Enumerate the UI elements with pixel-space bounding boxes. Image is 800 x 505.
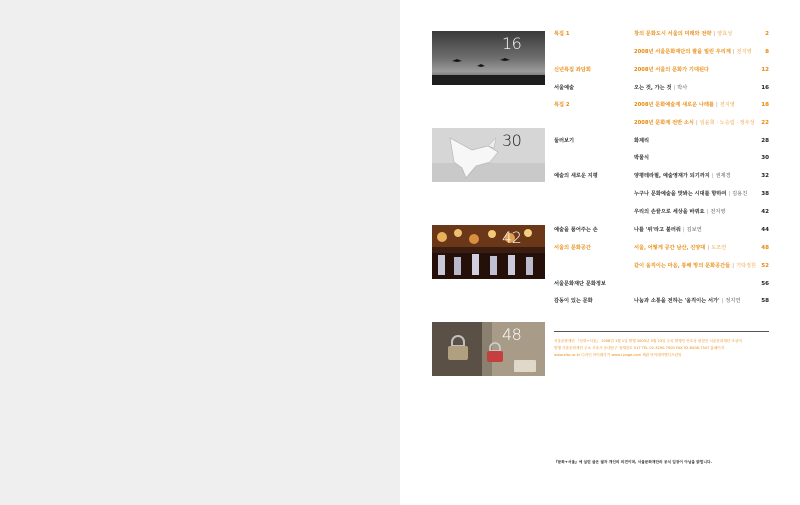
- toc-title: 2008년 문화예술계 새로운 나래를 | 전지영: [634, 102, 735, 108]
- locks-thumbnail: [432, 322, 545, 376]
- toc-title: 나를 '위'라고 불러줘 | 김보연: [634, 227, 702, 233]
- birds-thumbnail: [432, 31, 545, 85]
- toc-section: 특집 1: [554, 31, 570, 37]
- toc-section: 감동이 있는 문화: [554, 298, 593, 304]
- toc-page: 52: [761, 263, 769, 269]
- toc-section: 둘러보기: [554, 138, 575, 144]
- toc-section: 예술을 품어주는 손: [554, 227, 598, 233]
- thumbnail-page-number: 48: [502, 325, 522, 344]
- toc-row[interactable]: [554, 225, 769, 235]
- colophon-line: www.sfac.or.kr 디자인 아이레가기 www.i-page.com 제판 아이레이엔디프린팅: [554, 353, 682, 357]
- colophon: [554, 338, 770, 359]
- paper-bird-photo: [432, 128, 545, 182]
- colophon-line: 서울문화재단 『문화+서울』 2008년 1월 1일 발행 2005년 5월 23일 등록 발행인 안호상 편집인 서울문화재단 조상미: [554, 339, 742, 343]
- toc-page: 18: [761, 102, 769, 108]
- toc-author: 전지영: [736, 49, 752, 55]
- toc-section: 신년특집 좌담회: [554, 67, 591, 73]
- disclaimer-note: 『문화+서울』에 실린 글은 필자 개인의 의견이며, 서울문화재단의 공식 입장이 아님을 밝힙니다.: [554, 460, 712, 464]
- toc-author: 기탁정원: [735, 263, 756, 269]
- toc-row[interactable]: [554, 171, 769, 181]
- toc-row[interactable]: [554, 65, 769, 75]
- toc-row[interactable]: [554, 189, 769, 199]
- thumbnail-page-number: 30: [502, 131, 522, 150]
- toc-title: 2008년 서울의 문화가 기대된다: [634, 67, 709, 73]
- lanterns-thumbnail: [432, 225, 545, 279]
- toc-row[interactable]: [554, 29, 769, 39]
- toc-page: 16: [761, 85, 769, 91]
- birds-photo: [432, 31, 545, 85]
- toc-section: 예술의 새로운 지평: [554, 173, 598, 179]
- toc-section: 서울예술: [554, 85, 575, 91]
- toc-title: 2008년 서울문화재단의 팔을 빌린 우리계 | 전지영: [634, 49, 752, 55]
- toc-page: 48: [761, 245, 769, 251]
- toc-author: 전지영: [719, 102, 735, 108]
- toc-author: 임윤희 · 노승림 · 정우성: [699, 120, 755, 126]
- toc-author: 김용진: [732, 191, 748, 197]
- toc-row[interactable]: [554, 153, 769, 163]
- toc-title: 같이 움직이는 마음, 통해 망의 문화공간들 | 기탁정원: [634, 263, 756, 269]
- toc-section: 서울문화재단 문화정보: [554, 281, 606, 287]
- toc-page: 42: [761, 209, 769, 215]
- toc-row[interactable]: [554, 261, 769, 271]
- toc-page: 56: [761, 281, 769, 287]
- toc-row[interactable]: [554, 136, 769, 146]
- toc-title: 2008년 문화계 전반 소식 | 임윤희 · 노승림 · 정우성: [634, 120, 755, 126]
- toc-author: 권재경: [715, 173, 731, 179]
- toc-page: 22: [761, 120, 769, 126]
- lanterns-photo: [432, 225, 545, 279]
- toc-row[interactable]: [554, 100, 769, 110]
- thumbnail-page-number: 16: [502, 34, 522, 53]
- thumbnail-page-number: 42: [502, 228, 522, 247]
- colophon-divider: [554, 331, 769, 332]
- toc-author: 김보연: [686, 227, 702, 233]
- toc-author: 도조연: [711, 245, 727, 251]
- toc-page: 28: [761, 138, 769, 144]
- toc-author: 전지영: [710, 209, 726, 215]
- toc-title: 화제리: [634, 138, 650, 144]
- toc-row[interactable]: [554, 296, 769, 306]
- toc-row[interactable]: [554, 118, 769, 128]
- toc-author: 정지연: [725, 298, 741, 304]
- contents-page: [400, 0, 800, 505]
- toc-title: 서울, 어떻게 공간 남산, 진양대 | 도조연: [634, 245, 727, 251]
- toc-page: 32: [761, 173, 769, 179]
- toc-title: 창의 문화도시 서울의 미래와 전략 | 양효성: [634, 31, 733, 37]
- toc-page: 58: [761, 298, 769, 304]
- toc-title: 나눔과 소통을 전하는 '움직이는 서가' | 정지연: [634, 298, 741, 304]
- toc-page: 38: [761, 191, 769, 197]
- toc-row[interactable]: [554, 83, 769, 93]
- toc-author: 양효성: [717, 31, 733, 37]
- toc-row[interactable]: [554, 279, 769, 289]
- toc-page: 8: [765, 49, 769, 55]
- toc-title: 양평테라필, 예술영재가 되기까지 | 권재경: [634, 173, 731, 179]
- locks-photo: [432, 322, 545, 376]
- colophon-line: 발행 서울문화재단 주소 서울시 동대문구 청계천로 517 TEL 02-3290-7000 FAX 02-6008-7347 홈페이지: [554, 346, 725, 350]
- toc-page: 2: [765, 31, 769, 37]
- toc-title: 우리의 손끝으로 세상을 바꿔요 | 전지영: [634, 209, 726, 215]
- toc-title: 누구나 문화예술을 맛봐는 시대를 향하여 | 김용진: [634, 191, 748, 197]
- toc-row[interactable]: [554, 207, 769, 217]
- toc-author: 박사: [677, 85, 688, 91]
- toc-page: 44: [761, 227, 769, 233]
- toc-section: 특집 2: [554, 102, 570, 108]
- toc-title: 오는 것, 가는 것 | 박사: [634, 85, 688, 91]
- toc-page: 12: [761, 67, 769, 73]
- toc-row[interactable]: [554, 47, 769, 57]
- toc-page: 30: [761, 155, 769, 161]
- toc-section: 서울의 문화공간: [554, 245, 591, 251]
- toc-row[interactable]: [554, 243, 769, 253]
- toc-title: 박물식: [634, 155, 650, 161]
- paper-bird-thumbnail: [432, 128, 545, 182]
